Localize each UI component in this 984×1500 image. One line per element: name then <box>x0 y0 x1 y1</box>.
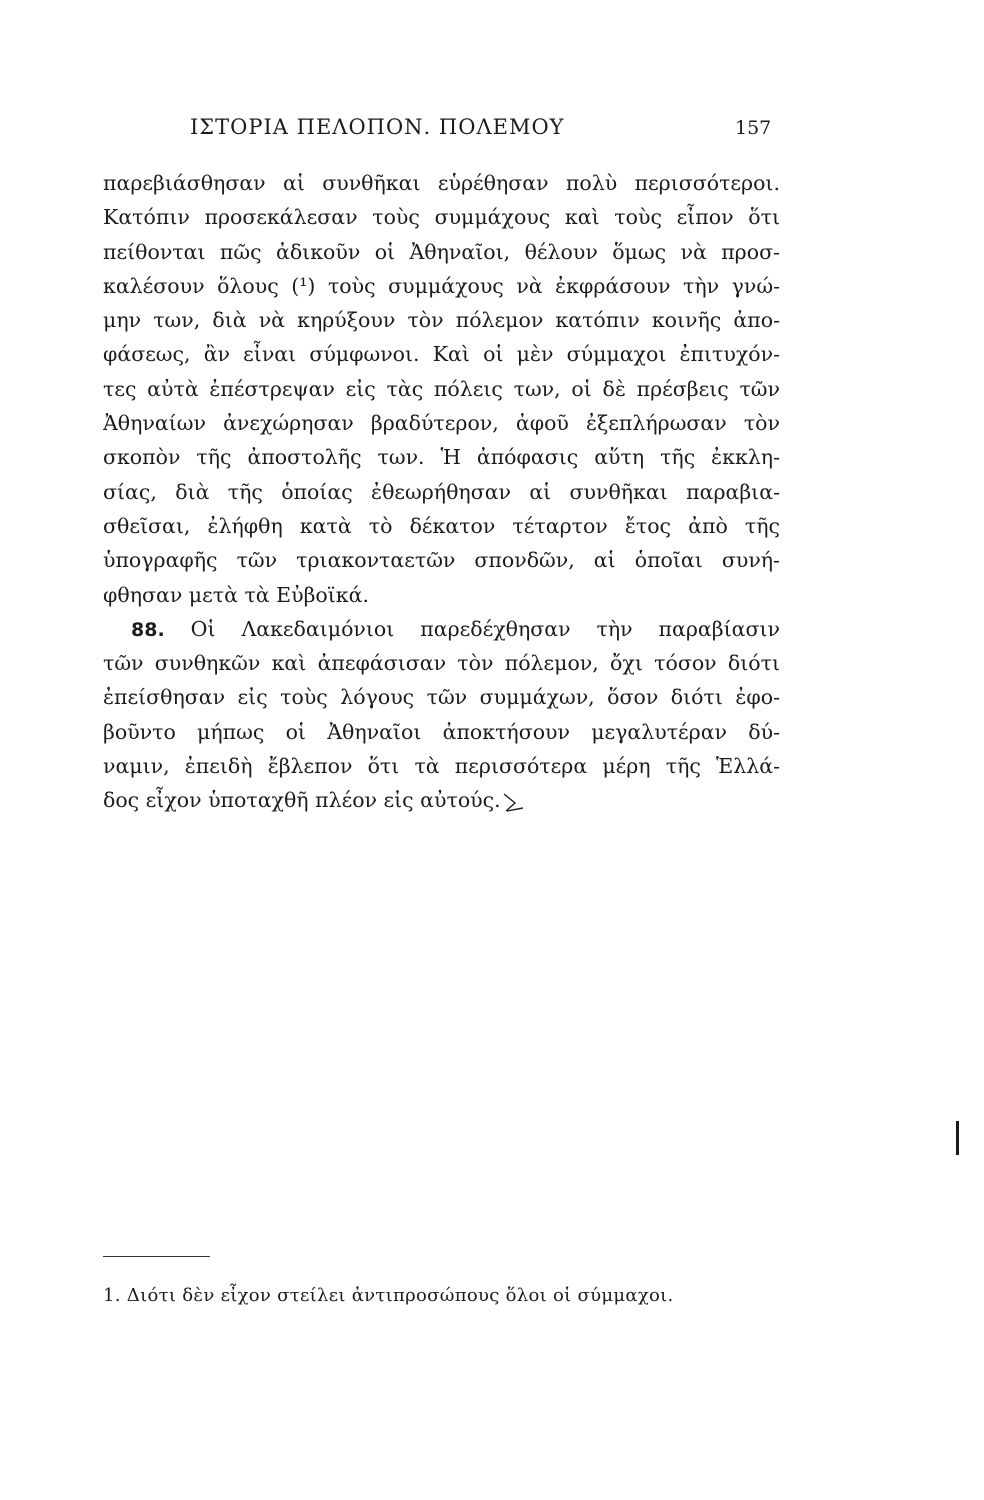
section-number: 88. <box>131 618 165 641</box>
text-line: πείθονται πῶς ἀδικοῦν οἱ Ἀθηναῖοι, θέλουν ὅμως νὰ προσ- <box>103 239 780 264</box>
running-title: ΙΣΤΟΡΙΑ ΠΕΛΟΠΟΝ. ΠΟΛΕΜΟΥ <box>190 115 565 139</box>
running-header <box>0 115 984 145</box>
text-line: παρεβιάσθησαν αἱ συνθῆκαι εὑρέθησαν πολὺ περισσότεροι. <box>103 171 780 195</box>
text-line: Κατόπιν προσεκάλεσαν τοὺς συμμάχους καὶ τοὺς εἶπον ὅτι <box>103 205 780 230</box>
text-line: καλέσουν ὅλους (¹) τοὺς συμμάχους νὰ ἐκφράσουν τὴν γνώ- <box>103 273 780 298</box>
text-line: σκοπὸν τῆς ἀποστολῆς των. Ἡ ἀπόφασις αὕτη τῆς ἐκκλη- <box>103 445 780 470</box>
section-first-line <box>103 612 780 646</box>
text-line: ἐπείσθησαν εἰς τοὺς λόγους τῶν συμμάχων, ὅσον διότι ἐφο- <box>103 685 780 710</box>
text-line: ναμιν, ἐπειδὴ ἔβλεπον ὅτι τὰ περισσότερα μέρη τῆς Ἑλλά- <box>103 754 780 779</box>
pencil-mark-icon <box>501 789 527 815</box>
text-line: βοῦντο μήπως οἱ Ἀθηναῖοι ἀποκτήσουν μεγαλυτέραν δύ- <box>103 719 780 744</box>
footnote: 1. Διότι δὲν εἶχον στείλει ἀντιπροσώπους ὅλοι οἱ σύμμαχοι. <box>103 1285 674 1306</box>
text-line: σθεῖσαι, ἐλήφθη κατὰ τὸ δέκατον τέταρτον ἔτος ἀπὸ τῆς <box>103 513 780 538</box>
text-line: φθησαν μετὰ τὰ Εὐβοϊκά. <box>103 582 369 607</box>
text-line: ὑπογραφῆς τῶν τριακονταετῶν σπονδῶν, αἱ ὁποῖαι συνή- <box>103 548 780 573</box>
section-line-text: δος εἶχον ὑποταχθῆ πλέον εἰς αὐτούς. <box>103 788 501 813</box>
section-last-line <box>103 783 780 817</box>
footnote-rule <box>103 1256 210 1257</box>
page-number: 157 <box>735 117 772 139</box>
text-line: τῶν συνθηκῶν καὶ ἀπεφάσισαν τὸν πόλεμον, ὄχι τόσον διότι <box>103 651 780 676</box>
text-line: τες αὐτὰ ἐπέστρεψαν εἰς τὰς πόλεις των, οἱ δὲ πρέσβεις τῶν <box>103 376 780 401</box>
text-line: σίας, διὰ τῆς ὁποίας ἐθεωρήθησαν αἱ συνθῆκαι παραβια- <box>103 479 780 504</box>
margin-mark <box>956 1121 959 1155</box>
body-text <box>103 166 780 818</box>
text-line: φάσεως, ἂν εἶναι σύμφωνοι. Καὶ οἱ μὲν σύμμαχοι ἐπιτυχόν- <box>103 342 780 367</box>
text-line: μην των, διὰ νὰ κηρύξουν τὸν πόλεμον κατόπιν κοινῆς ἀπο- <box>103 308 780 333</box>
text-line: Ἀθηναίων ἀνεχώρησαν βραδύτερον, ἀφοῦ ἐξεπλήρωσαν τὸν <box>103 411 780 436</box>
section-line-text: Οἱ Λακεδαιμόνιοι παρεδέχθησαν τὴν παραβίασιν <box>190 616 780 641</box>
